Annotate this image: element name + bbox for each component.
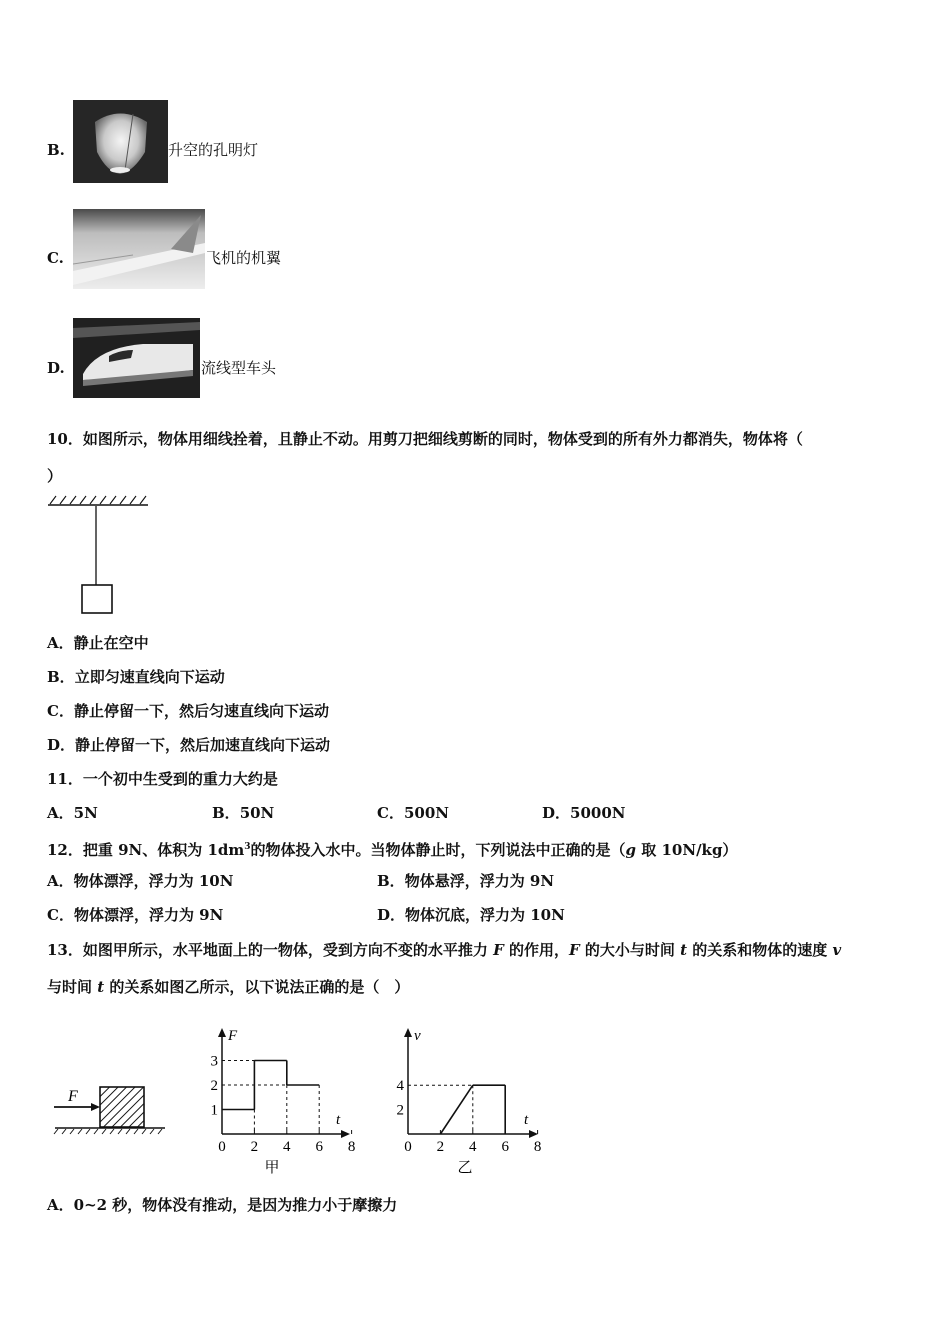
superscript: 3	[244, 842, 251, 852]
question-text: 一个初中生受到的重力大约是	[82, 770, 278, 788]
option-letter: C．	[47, 906, 74, 924]
option-letter: C.	[47, 249, 64, 267]
x-tick-label: 6	[315, 1139, 323, 1155]
option-text: 升空的孔明灯	[168, 141, 259, 159]
option-text: 物体悬浮，浮力为 9N	[404, 872, 555, 890]
option-text: 物体漂浮，浮力为 9N	[73, 906, 224, 924]
option-text: 静止在空中	[73, 634, 149, 652]
question-number: 13．	[47, 941, 83, 959]
x-axis-arrow	[529, 1130, 538, 1138]
question-number: 11．	[47, 770, 83, 788]
option-c	[47, 905, 223, 925]
y-tick-label: 2	[210, 1078, 218, 1094]
option-d	[377, 905, 565, 925]
x-axis-label: t	[336, 1112, 341, 1128]
question-text: 如图所示，物体用细线拴着，且静止不动。用剪刀把细线剪断的同时，物体受到的所有外力都消失，物体将（	[82, 430, 803, 448]
question-text: 的大小与时间	[579, 941, 681, 959]
option-d	[542, 803, 625, 823]
question-13-stem-line2	[47, 977, 409, 997]
option-b	[377, 871, 554, 891]
question-13-stem-line1	[47, 940, 841, 960]
question-12-stem	[47, 837, 737, 860]
question-number: 10．	[47, 430, 83, 448]
option-letter: B．	[212, 804, 240, 822]
y-axis-arrow	[218, 1028, 226, 1037]
option-letter: A．	[47, 872, 74, 890]
option-letter: C．	[47, 702, 74, 720]
chart-caption: 甲	[264, 1160, 280, 1176]
y-axis-arrow	[404, 1028, 412, 1037]
option-letter: D.	[47, 359, 65, 377]
option-letter: B．	[377, 872, 405, 890]
italic-variable: t	[680, 941, 688, 959]
italic-variable: F	[493, 941, 504, 959]
x-tick-label: 2	[436, 1139, 445, 1155]
x-tick-label: 6	[501, 1139, 509, 1155]
y-axis-label: F	[228, 1028, 238, 1044]
question-text: 如图甲所示，水平地面上的一物体，受到方向不变的水平推力	[82, 941, 494, 959]
option-c	[47, 701, 329, 721]
x-tick-label: 0	[218, 1139, 226, 1155]
option-text: 立即匀速直线向下运动	[74, 668, 225, 686]
option-text: 5000N	[570, 804, 626, 822]
option-letter: C．	[377, 804, 404, 822]
question-11-stem	[47, 769, 278, 789]
y-tick-label: 3	[210, 1053, 218, 1070]
question-text: 把重 9N、体积为 1dm	[82, 841, 245, 859]
question-text: 的关系和物体的速度	[687, 941, 833, 959]
option-text: 物体沉底，浮力为 10N	[405, 906, 565, 924]
option-d	[47, 735, 330, 755]
option-text: 5N	[73, 804, 98, 822]
y-tick-label: 4	[396, 1078, 404, 1095]
streamlined-train-photo	[73, 318, 200, 398]
option-letter: A．	[47, 804, 74, 822]
option-text: 0~2 秒，物体没有推动，是因为推力小于摩擦力	[73, 1196, 398, 1214]
series-segment	[440, 1085, 472, 1134]
option-letter: A．	[47, 1196, 74, 1214]
push-force-diagram	[50, 1078, 170, 1138]
chart-caption: 乙	[457, 1160, 473, 1176]
force-label: F	[68, 1088, 78, 1105]
italic-variable: v	[832, 941, 842, 959]
option-b	[212, 803, 274, 823]
option-a	[47, 871, 233, 891]
hatched-block	[100, 1087, 144, 1127]
velocity-time-chart	[388, 1022, 558, 1182]
option-text: 静止停留一下，然后加速直线向下运动	[75, 736, 331, 754]
option-c	[377, 803, 449, 823]
option-b	[47, 667, 225, 687]
italic-variable: g	[625, 841, 637, 859]
option-letter: D．	[47, 736, 76, 754]
airplane-wing-photo	[73, 209, 205, 289]
option-letter: D．	[377, 906, 406, 924]
ceiling-hatch	[50, 496, 146, 504]
question-text: 的作用，	[503, 941, 569, 959]
option-text: 50N	[239, 804, 275, 822]
x-tick-label: 8	[347, 1139, 356, 1155]
question-text: 取 10N/kg）	[636, 841, 738, 859]
force-time-chart	[202, 1022, 372, 1182]
y-tick-label: 2	[396, 1102, 404, 1119]
option-text: 流线型车头	[201, 359, 277, 377]
option-a	[47, 633, 149, 653]
question-text: 与时间	[47, 978, 98, 996]
option-letter: A．	[47, 634, 74, 652]
option-letter: D．	[542, 804, 571, 822]
option-letter: B.	[47, 141, 65, 159]
y-tick-label: 1	[210, 1102, 218, 1119]
y-axis-label: v	[414, 1028, 421, 1044]
question-text: 的物体投入水中。当物体静止时，下列说法中正确的是（	[250, 841, 626, 859]
option-a	[47, 803, 98, 823]
ground-hatch	[54, 1129, 162, 1134]
x-axis-label: t	[524, 1112, 529, 1128]
italic-variable: F	[569, 941, 580, 959]
hanging-block-diagram	[44, 492, 152, 618]
force-arrow-head	[91, 1103, 100, 1111]
x-tick-label: 4	[469, 1139, 477, 1155]
x-tick-label: 0	[404, 1139, 412, 1155]
option-text: 物体漂浮，浮力为 10N	[73, 872, 234, 890]
question-number: 12．	[47, 841, 83, 859]
x-axis-arrow	[341, 1130, 350, 1138]
question-10-stem-end: ）	[47, 467, 63, 485]
hanging-block	[82, 585, 112, 613]
option-letter: B．	[47, 668, 75, 686]
italic-variable: t	[97, 978, 105, 996]
x-tick-label: 4	[283, 1139, 291, 1155]
option-a	[47, 1195, 397, 1215]
x-tick-label: 2	[250, 1139, 259, 1155]
question-text: 的关系如图乙所示，以下说法正确的是（ ）	[104, 978, 410, 996]
option-text: 飞机的机翼	[206, 249, 282, 267]
option-text: 500N	[403, 804, 449, 822]
sky-lantern-photo	[73, 100, 168, 183]
x-tick-label: 8	[533, 1139, 542, 1155]
option-text: 静止停留一下，然后匀速直线向下运动	[73, 702, 329, 720]
question-10-stem	[47, 429, 803, 449]
